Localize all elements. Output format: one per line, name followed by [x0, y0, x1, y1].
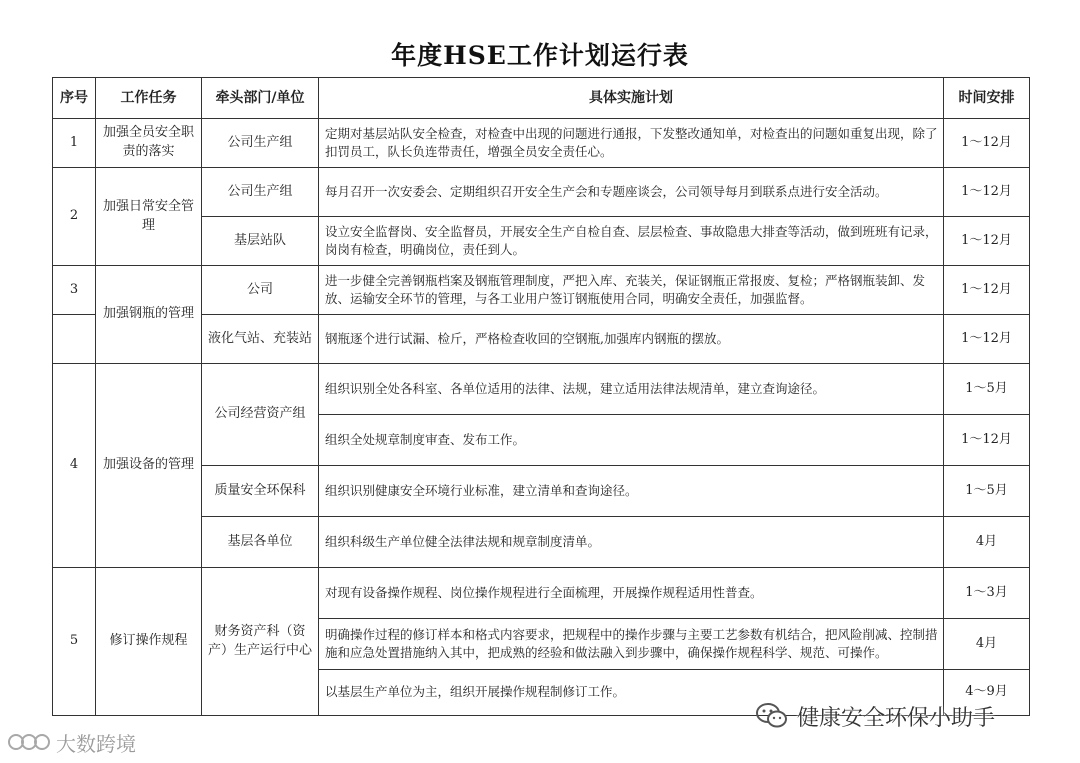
- page-title: 年度HSE工作计划运行表: [391, 41, 689, 70]
- watermark-left: [8, 728, 136, 756]
- time-cell: 4月: [944, 517, 1030, 568]
- dept-cell: 基层站队: [202, 217, 319, 266]
- watermark-right-text: 健康安全环保小助手: [797, 705, 996, 731]
- time-cell: 1～12月: [944, 217, 1030, 266]
- brand-logo-icon: [8, 731, 50, 753]
- plan-cell: 组织科级生产单位健全法律法规和规章制度清单。: [319, 517, 944, 568]
- time-cell: 1～5月: [944, 364, 1030, 415]
- task-cell: 加强全员安全职责的落实: [96, 119, 202, 168]
- time-cell: 1～12月: [944, 168, 1030, 217]
- task-cell: 加强设备的管理: [96, 364, 202, 568]
- table-row: [53, 364, 1030, 415]
- time-cell: 1～12月: [944, 119, 1030, 168]
- seq-cell: 4: [53, 364, 96, 568]
- plan-cell: 组织全处规章制度审查、发布工作。: [319, 415, 944, 466]
- dept-cell: 公司生产组: [202, 119, 319, 168]
- plan-cell: 组织识别全处各科室、各单位适用的法律、法规，建立适用法律法规清单，建立查询途径。: [319, 364, 944, 415]
- table-row: [53, 568, 1030, 619]
- dept-cell: 财务资产科（资产）生产运行中心: [202, 568, 319, 716]
- wechat-icon: [755, 702, 789, 730]
- time-cell: 4月: [944, 619, 1030, 670]
- time-cell: 1～3月: [944, 568, 1030, 619]
- seq-cell: 3: [53, 266, 96, 315]
- table-row: [53, 119, 1030, 168]
- plan-cell: 设立安全监督岗、安全监督员，开展安全生产自检自查、层层检查、事故隐患大排查等活动，做到班班有记录，岗岗有检查，明确岗位，责任到人。: [319, 217, 944, 266]
- time-cell: 1～12月: [944, 315, 1030, 364]
- time-cell: 4～9月: [944, 670, 1030, 716]
- header-time: 时间安排: [944, 78, 1030, 119]
- time-cell: 1～12月: [944, 266, 1030, 315]
- plan-cell: 明确操作过程的修订样本和格式内容要求，把规程中的操作步骤与主要工艺参数有机结合，把风险削减、控制措施和应急处置措施纳入其中，把成熟的经验和做法融入到步骤中，确保操作规程科学、规范、可操作。: [319, 619, 944, 670]
- watermark-right: [755, 698, 995, 734]
- header-task: 工作任务: [96, 78, 202, 119]
- dept-cell: 公司生产组: [202, 168, 319, 217]
- plan-cell: 组织识别健康安全环境行业标准，建立清单和查询途径。: [319, 466, 944, 517]
- watermark-left-text: 大数跨境: [56, 731, 136, 756]
- time-cell: 1～5月: [944, 466, 1030, 517]
- task-cell: 加强日常安全管理: [96, 168, 202, 266]
- header-dept: 牵头部门/单位: [202, 78, 319, 119]
- header-plan: 具体实施计划: [319, 78, 944, 119]
- task-cell: 修订操作规程: [96, 568, 202, 716]
- time-cell: 1～12月: [944, 415, 1030, 466]
- plan-cell: 定期对基层站队安全检查，对检查中出现的问题进行通报，下发整改通知单，对检查出的问题如重复出现，除了扣罚员工，队长负连带责任，增强全员安全责任心。: [319, 119, 944, 168]
- task-cell: 加强钢瓶的管理: [96, 266, 202, 364]
- plan-cell: 以基层生产单位为主，组织开展操作规程制修订工作。: [319, 670, 944, 716]
- plan-cell: 每月召开一次安委会、定期组织召开安全生产会和专题座谈会，公司领导每月到联系点进行安全活动。: [319, 168, 944, 217]
- seq-cell: 5: [53, 568, 96, 716]
- header-seq: 序号: [53, 78, 96, 119]
- plan-cell: 钢瓶逐个进行试漏、检斤，严格检查收回的空钢瓶,加强库内钢瓶的摆放。: [319, 315, 944, 364]
- dept-cell: 质量安全环保科: [202, 466, 319, 517]
- seq-cell: 1: [53, 119, 96, 168]
- plan-cell: 对现有设备操作规程、岗位操作规程进行全面梳理，开展操作规程适用性普查。: [319, 568, 944, 619]
- dept-cell: 公司: [202, 266, 319, 315]
- seq-cell: 2: [53, 168, 96, 266]
- seq-cell-empty: [53, 315, 96, 364]
- table-row: [53, 266, 1030, 315]
- plan-cell: 进一步健全完善钢瓶档案及钢瓶管理制度，严把入库、充装关，保证钢瓶正常报废、复检；严格钢瓶装卸、发放、运输安全环节的管理，与各工业用户签订钢瓶使用合同，明确安全责任，加强监督。: [319, 266, 944, 315]
- hse-plan-table: [52, 77, 1030, 716]
- table-row: [53, 168, 1030, 217]
- dept-cell: 基层各单位: [202, 517, 319, 568]
- header-row: [53, 78, 1030, 119]
- dept-cell: 液化气站、充装站: [202, 315, 319, 364]
- dept-cell: 公司经营资产组: [202, 364, 319, 466]
